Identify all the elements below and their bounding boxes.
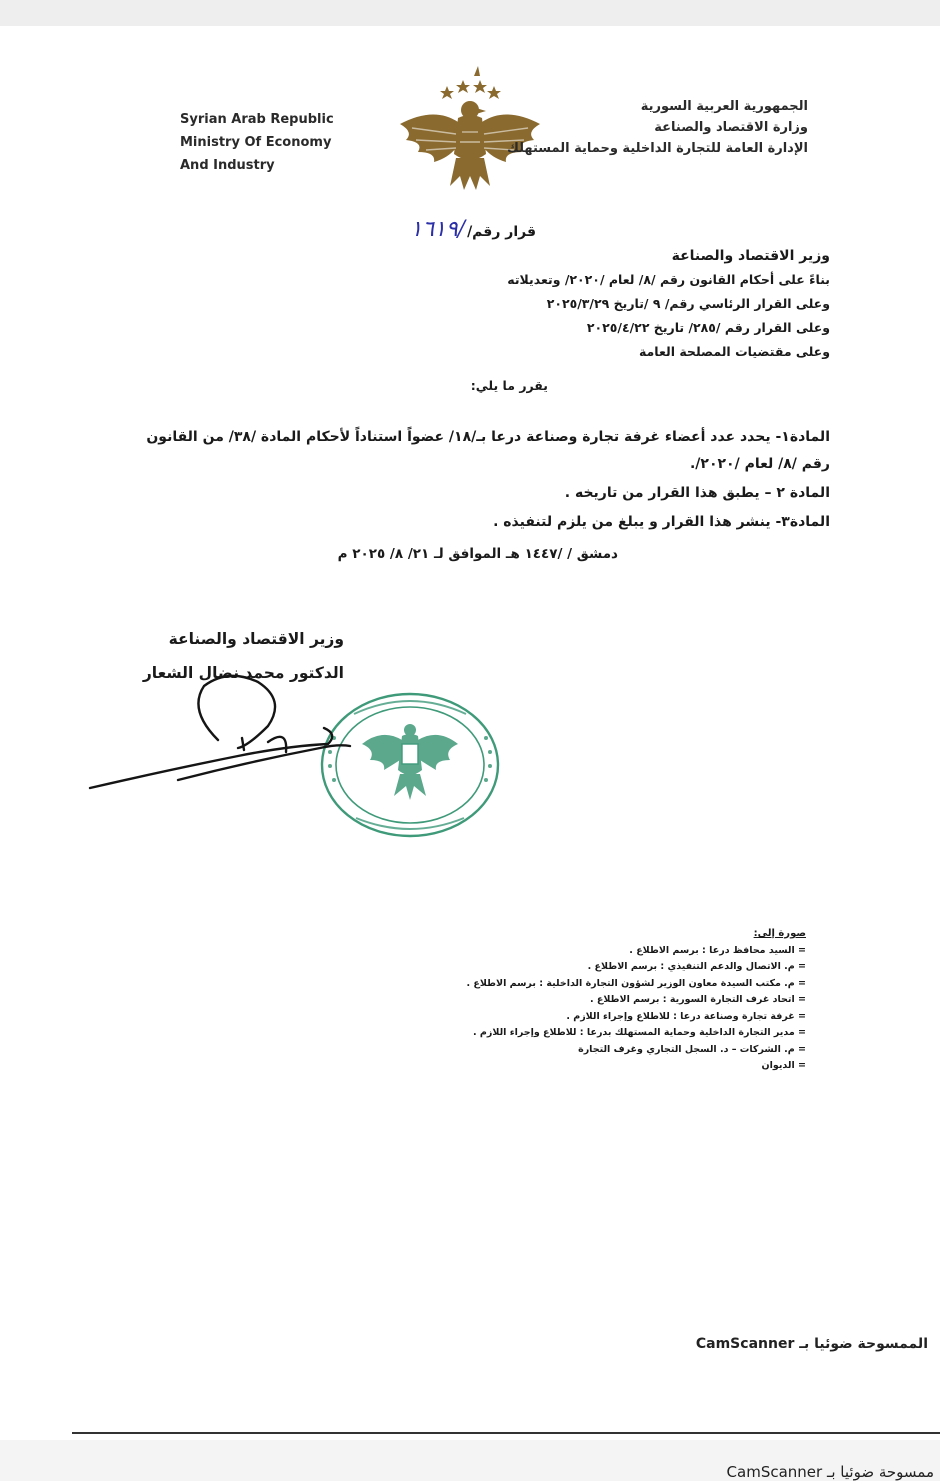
signature-icon: [88, 670, 428, 804]
preamble-title: وزير الاقتصاد والصناعة: [671, 248, 830, 264]
preamble-line: وعلى القرار الرئاسي رقم/ ٩ /تاريخ ٢٠٢٥/٣/٢٩: [546, 296, 830, 311]
copy-item: = م. الاتصال والدعم التنفيذي : برسم الاطلاع .: [587, 961, 806, 972]
preamble: [507, 244, 830, 364]
signatory-name: الدكتور محمد نضال الشعار: [142, 664, 344, 682]
copies-heading: صورة إلى:: [753, 928, 806, 939]
article-1: المادة١- يحدد عدد أعضاء غرفة تجارة وصناعة درعا بـ/١٨/ عضواً استناداً لأحكام المادة /٣٨/ من القانون رقم /٨/ لعام /٢٠٢٠/.: [146, 429, 830, 472]
preamble-line: وعلى القرار رقم /٢٨٥/ تاريخ ٢٠٢٥/٤/٢٢: [586, 320, 830, 335]
date-line: دمشق / /١٤٤٧ هـ الموافق لـ ٢١/ ٨/ ٢٠٢٥ م: [337, 546, 618, 562]
decision-number: [410, 217, 536, 242]
top-bar: [0, 0, 940, 26]
header-ar-line3: الإدارة العامة للتجارة الداخلية وحماية المستهلك: [506, 141, 808, 156]
preamble-line: وعلى مقتضيات المصلحة العامة: [638, 344, 830, 359]
decision-label: قرار رقم/: [467, 224, 536, 240]
article-2: المادة ٢ – يطبق هذا القرار من تاريخه .: [564, 485, 830, 501]
copy-item: = م. الشركات – د. السجل التجاري وغرف التجارة: [578, 1043, 806, 1055]
article-3: المادة٣- ينشر هذا القرار و يبلغ من يلزم لتنفيذه .: [493, 514, 830, 530]
copy-item: = اتحاد غرف التجارة السورية : برسم الاطلاع .: [589, 994, 806, 1005]
header-en-line1: Syrian Arab Republic: [180, 112, 334, 127]
articles: [130, 424, 830, 538]
signatory-title: وزير الاقتصاد والصناعة: [168, 630, 344, 648]
header-english: [180, 108, 334, 177]
copy-item: = م. مكتب السيدة معاون الوزير لشؤون التجارة الداخلية : برسم الاطلاع .: [466, 977, 806, 989]
decides-label: يقرر ما يلي:: [470, 378, 548, 393]
header-arabic: [507, 96, 808, 159]
header-en-line3: And Industry: [180, 158, 275, 173]
copy-item: = مدير التجارة الداخلية وحماية المستهلك بدرعا : للاطلاع وإجراء اللازم .: [473, 1027, 806, 1038]
preamble-line: بناءً على أحكام القانون رقم /٨/ لعام /٢٠٢٠/ وتعديلاته: [507, 272, 830, 287]
header-ar-line1: الجمهورية العربية السورية: [640, 99, 808, 114]
copy-item: = الديوان: [761, 1060, 806, 1071]
footer-camscanner: ممسوحة ضوئيا بـ CamScanner: [726, 1463, 934, 1481]
bottom-rule: [72, 1432, 940, 1434]
scan-watermark: الممسوحة ضوئيا بـ CamScanner: [695, 1336, 928, 1352]
header-en-line2: Ministry Of Economy: [180, 135, 332, 150]
copies-list: [466, 926, 806, 1075]
copy-item: = غرفة تجارة وصناعة درعا : للاطلاع وإجراء اللازم .: [566, 1010, 806, 1022]
copy-item: = السيد محافظ درعا : برسم الاطلاع .: [629, 944, 806, 956]
header-ar-line2: وزارة الاقتصاد والصناعة: [654, 120, 808, 135]
decision-number-handwritten: /١٦١٩: [410, 217, 466, 242]
